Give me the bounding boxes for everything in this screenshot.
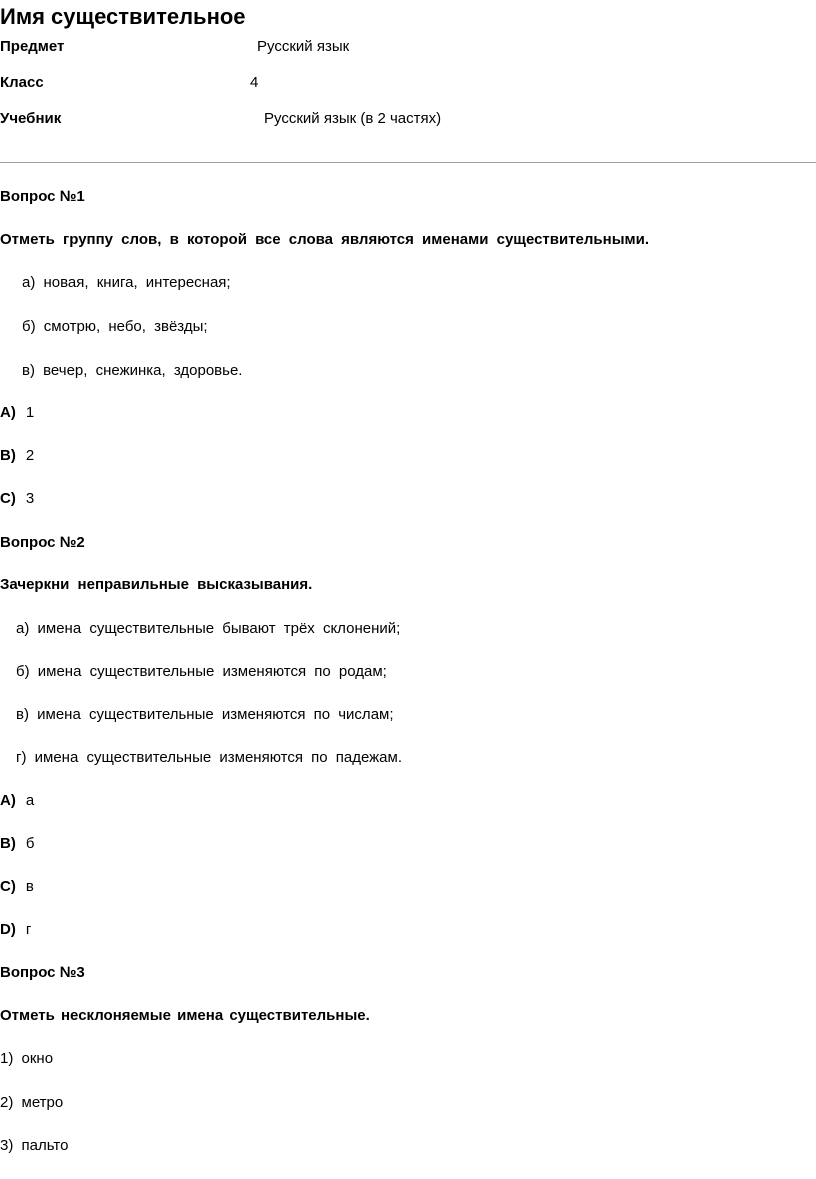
question-1-text: Отметь группу слов, в которой все слова являются именами существительными.	[0, 231, 650, 248]
question-2-item-c: в) имена существительные изменяются по числам;	[16, 706, 394, 723]
question-1-item-b: б) смотрю, небо, звёзды;	[22, 318, 208, 335]
answer-letter: D)	[0, 921, 16, 938]
question-1-heading: Вопрос №1	[0, 188, 85, 205]
question-2-item-a: а) имена существительные бывают трёх склонений;	[16, 620, 401, 637]
question-3-item-1[interactable]: 1) окно	[0, 1050, 54, 1067]
answer-letter: A)	[0, 404, 16, 421]
question-2-text: Зачеркни неправильные высказывания.	[0, 576, 313, 593]
question-2-answer-c[interactable]	[0, 878, 34, 895]
answer-letter: B)	[0, 447, 16, 464]
grade-value: 4	[250, 74, 259, 91]
question-1-answer-c[interactable]	[0, 490, 34, 507]
textbook-label: Учебник	[0, 110, 62, 127]
question-3-text: Отметь несклоняемые имена существительные.	[0, 1007, 370, 1024]
question-2-heading: Вопрос №2	[0, 534, 85, 551]
question-3-item-2[interactable]: 2) метро	[0, 1094, 64, 1111]
answer-value: 3	[25, 490, 35, 507]
question-1-answer-b[interactable]	[0, 447, 34, 464]
question-3-item-3[interactable]: 3) пальто	[0, 1137, 69, 1154]
page-title: Имя существительное	[0, 4, 246, 29]
question-2-answer-a[interactable]	[0, 792, 34, 809]
question-2-item-b: б) имена существительные изменяются по родам;	[16, 663, 387, 680]
answer-value: б	[25, 835, 35, 852]
answer-letter: A)	[0, 792, 16, 809]
question-1-item-a: а) новая, книга, интересная;	[22, 274, 231, 291]
answer-value: в	[25, 878, 34, 895]
question-3-heading: Вопрос №3	[0, 964, 85, 981]
answer-letter: C)	[0, 878, 16, 895]
question-2-answer-b[interactable]	[0, 835, 34, 852]
header-divider	[0, 162, 816, 163]
answer-value: 1	[25, 404, 35, 421]
answer-letter: C)	[0, 490, 16, 507]
grade-label: Класс	[0, 74, 44, 91]
question-1-answer-a[interactable]	[0, 404, 34, 421]
answer-value: 2	[25, 447, 35, 464]
subject-label: Предмет	[0, 38, 65, 55]
subject-value: Русский язык	[257, 38, 350, 55]
question-2-answer-d[interactable]	[0, 921, 31, 938]
question-1-item-c: в) вечер, снежинка, здоровье.	[22, 362, 243, 379]
question-2-item-d: г) имена существительные изменяются по падежам.	[16, 749, 402, 766]
answer-letter: B)	[0, 835, 16, 852]
textbook-value: Русский язык (в 2 частях)	[264, 110, 442, 127]
answer-value: а	[25, 792, 35, 809]
answer-value: г	[25, 921, 32, 938]
